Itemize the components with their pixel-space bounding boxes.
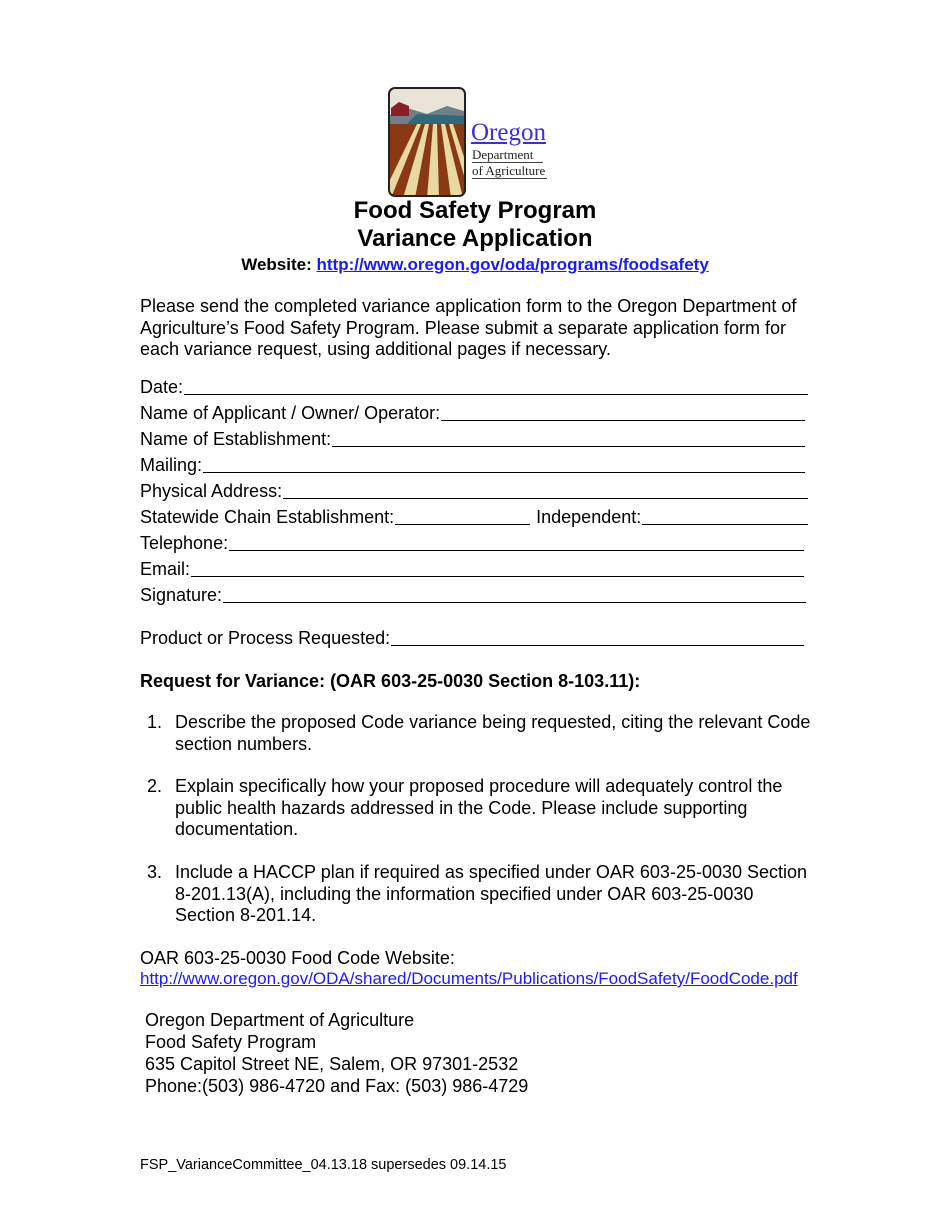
mailing-field[interactable] — [140, 452, 805, 476]
logo-oregon-text: Oregon — [471, 119, 546, 146]
signature-line[interactable] — [223, 601, 806, 603]
establishment-line[interactable] — [332, 445, 805, 447]
date-label: Date: — [140, 377, 184, 397]
contact-address — [145, 1009, 528, 1097]
chain-label: Statewide Chain Establishment: — [140, 507, 395, 527]
independent-line[interactable] — [642, 523, 808, 525]
email-field[interactable] — [140, 556, 804, 580]
establishment-field[interactable] — [140, 426, 805, 450]
website-line — [0, 254, 950, 276]
product-field[interactable] — [140, 625, 804, 649]
mailing-line[interactable] — [203, 471, 805, 473]
address-line-2: Food Safety Program — [145, 1032, 317, 1052]
mailing-label: Mailing: — [140, 455, 203, 475]
independent-label: Independent: — [536, 507, 642, 527]
chain-line[interactable] — [395, 523, 530, 525]
physical-address-label: Physical Address: — [140, 481, 283, 501]
address-line-4: Phone:(503) 986-4720 and Fax: (503) 986-4729 — [145, 1076, 529, 1096]
list-item-number: 3. — [147, 862, 163, 882]
title-line1: Food Safety Program — [353, 197, 597, 224]
oda-logo — [387, 86, 572, 198]
product-label: Product or Process Requested: — [140, 628, 391, 648]
applicant-label: Name of Applicant / Owner/ Operator: — [140, 403, 441, 423]
title-line2: Variance Application — [357, 225, 593, 252]
website-link[interactable]: http://www.oregon.gov/oda/programs/foodsafety — [316, 255, 709, 274]
address-line-3: 635 Capitol Street NE, Salem, OR 97301-2532 — [145, 1054, 519, 1074]
list-item-text: Explain specifically how your proposed procedure will adequately control the public health hazards addressed in the Code. Please include supporting documentation. — [175, 776, 783, 839]
food-code-link[interactable]: http://www.oregon.gov/ODA/shared/Documents/Publications/FoodSafety/FoodCode.pdf — [140, 969, 798, 988]
email-line[interactable] — [191, 575, 804, 577]
product-line[interactable] — [391, 644, 804, 646]
list-item-number: 2. — [147, 776, 163, 796]
date-field[interactable] — [140, 374, 808, 398]
applicant-field[interactable] — [140, 400, 805, 424]
chain-independent-field[interactable] — [140, 504, 808, 528]
telephone-label: Telephone: — [140, 533, 229, 553]
oar-label: OAR 603-25-0030 Food Code Website: — [140, 948, 455, 968]
farm-field-logo-icon — [387, 86, 467, 198]
list-item-number: 1. — [147, 712, 163, 732]
list-item-text: Describe the proposed Code variance being requested, citing the relevant Code section numbers. — [175, 712, 811, 754]
signature-field[interactable] — [140, 582, 806, 606]
telephone-line[interactable] — [229, 549, 804, 551]
request-title: Request for Variance: (OAR 603-25-0030 Section 8-103.11): — [140, 671, 641, 691]
email-label: Email: — [140, 559, 191, 579]
list-item-text: Include a HACCP plan if required as specified under OAR 603-25-0030 Section 8-201.13(A), including the information specified under OAR 603-25-0030 Section 8-201.14. — [175, 862, 808, 925]
website-label: Website: — [241, 255, 312, 274]
intro-paragraph: Please send the completed variance application form to the Oregon Department of Agriculture’s Food Safety Program. Please submit a separate application form for each variance request, using additional pages if necessary. — [140, 296, 797, 359]
signature-label: Signature: — [140, 585, 223, 605]
address-line-1: Oregon Department of Agriculture — [145, 1010, 415, 1030]
applicant-line[interactable] — [441, 419, 805, 421]
logo-agriculture-text: of Agriculture — [472, 163, 546, 178]
date-line[interactable] — [184, 393, 808, 395]
physical-address-line[interactable] — [283, 497, 808, 499]
physical-address-field[interactable] — [140, 478, 808, 502]
telephone-field[interactable] — [140, 530, 804, 554]
document-footer: FSP_VarianceCommittee_04.13.18 supersedes 09.14.15 — [140, 1157, 507, 1173]
establishment-label: Name of Establishment: — [140, 429, 332, 449]
logo-department-text: Department — [472, 147, 543, 163]
